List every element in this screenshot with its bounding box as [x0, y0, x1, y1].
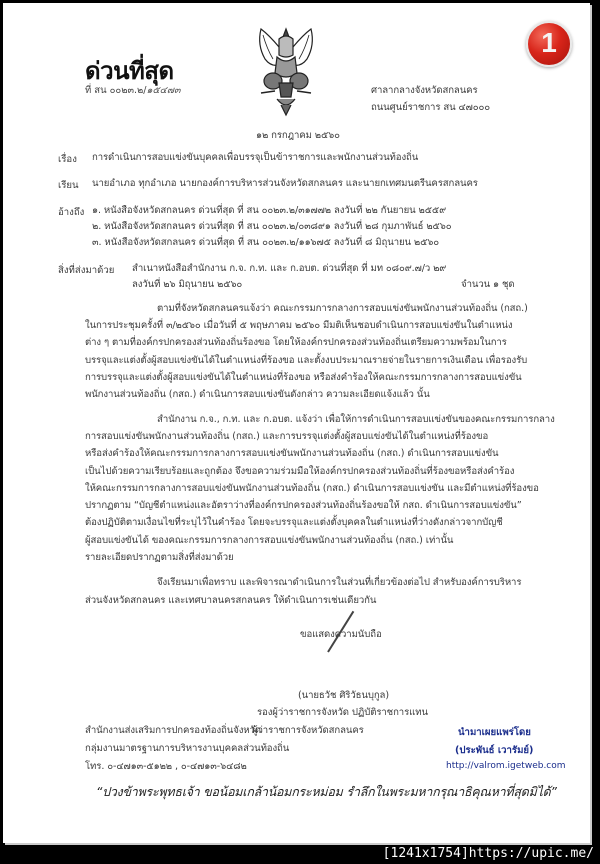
signatory-title: รองผู้ว่าราชการจังหวัด ปฏิบัติราชการแทน — [257, 707, 428, 718]
sender-address: ถนนศูนย์ราชการ สน ๔๗๐๐๐ — [371, 102, 491, 113]
enclosure-count: จำนวน ๑ ชุด — [461, 279, 515, 290]
body-paragraph-2-line: ต้องปฏิบัติตามเงื่อนไขที่ระบุไว้ในคำร้อง โดยจะบรรจุและแต่งตั้งบุคคลในตำแหน่งที่ว่างดังกล่าวจากบัญชี — [85, 517, 503, 528]
body-paragraph-1-line: พนักงานส่วนท้องถิ่น (กสถ.) ดำเนินการสอบแข่งขันดังกล่าว ความละเอียดแจ้งแล้ว นั้น — [85, 389, 430, 400]
image-host-watermark: [1241x1754]https://upic.me/ — [382, 846, 594, 861]
body-paragraph-1-line: ตามที่จังหวัดสกลนครแจ้งว่า คณะกรรมการกลางการสอบแข่งขันพนักงานส่วนท้องถิ่น (กสถ.) — [157, 303, 528, 314]
signatory-title-2: ผู้ว่าราชการจังหวัดสกลนคร — [252, 725, 364, 736]
closing-salutation: ขอแสดงความนับถือ — [300, 629, 382, 640]
reference-item: ๒. หนังสือจังหวัดสกลนคร ด่วนที่สุด ที่ สน ๐๐๒๓.๒/๐๓๘๙๑ ลงวันที่ ๒๘ กุมภาพันธ์ ๒๕๖๐ — [92, 221, 452, 232]
body-paragraph-2-line: รายละเอียดปรากฏตามสิ่งที่ส่งมาด้วย — [85, 552, 234, 563]
body-paragraph-2-line: สำนักงาน ก.จ., ก.ท. และ ก.อบต. แจ้งว่า เพื่อให้การดำเนินการสอบแข่งขันของคณะกรรมการกลาง — [157, 414, 555, 425]
document-number-prefix: ที่ สน ๐๐๒๓.๒/ — [85, 85, 147, 96]
recipient-text: นายอำเภอ ทุกอำเภอ นายกองค์การบริหารส่วนจังหวัดสกลนคร และนายกเทศมนตรีนครสกลนคร — [92, 178, 478, 189]
urgency-heading: ด่วนที่สุด — [85, 56, 174, 85]
body-paragraph-1-line: การบรรจุและแต่งตั้งผู้สอบแข่งขันได้ในตำแหน่งที่ร้องขอ หรือส่งคำร้องให้คณะกรรมการกลางการสอบแข่งขัน — [85, 372, 522, 383]
document-date: ๑๒ กรกฎาคม ๒๕๖๐ — [256, 130, 340, 141]
subject-label: เรื่อง — [58, 154, 77, 165]
body-paragraph-3-line: ส่วนจังหวัดสกลนคร และเทศบาลนครสกลนคร ให้ดำเนินการเช่นเดียวกัน — [85, 595, 377, 606]
reference-item: ๑. หนังสือจังหวัดสกลนคร ด่วนที่สุด ที่ สน ๐๐๒๓.๒/๓๑๗๗๒ ลงวันที่ ๒๒ กันยายน ๒๕๕๙ — [92, 205, 447, 216]
document-number-handwritten: ๑๕๔๗๓ — [146, 85, 181, 96]
body-paragraph-2-line: เป็นไปด้วยความเรียบร้อยและถูกต้อง จึงขอความร่วมมือให้องค์กรปกครองส่วนท้องถิ่นที่ร้องขอหรือส่งคำร้อง — [85, 466, 515, 477]
body-paragraph-2-line: การสอบแข่งขันพนักงานส่วนท้องถิ่น (กสถ.) และการบรรจุแต่งตั้งผู้สอบแข่งขันได้ในตำแหน่งที่ร้องขอ — [85, 431, 489, 442]
references-label: อ้างถึง — [58, 207, 85, 218]
reference-item: ๓. หนังสือจังหวัดสกลนคร ด่วนที่สุด ที่ สน ๐๐๒๓.๒/๑๑๖๗๕ ลงวันที่ ๘ มิถุนายน ๒๕๖๐ — [92, 237, 440, 248]
body-paragraph-1-line: ในการประชุมครั้งที่ ๓/๒๕๖๐ เมื่อวันที่ ๕ พฤษภาคม ๒๕๖๐ มีมติเห็นชอบดำเนินการสอบแข่งขันในตำแหน่ง — [85, 320, 513, 331]
publisher-name: (ประพันธ์ เวารัมย์) — [455, 745, 534, 756]
body-paragraph-2-line: ปรากฏตาม “บัญชีตำแหน่งและอัตราว่างที่องค์กรปกครองส่วนท้องถิ่นร้องขอให้ กสถ. ดำเนินการสอบแข่งขัน” — [85, 500, 522, 511]
body-paragraph-1-line: บรรจุและแต่งตั้งผู้สอบแข่งขันได้ในตำแหน่งที่ร้องขอ และตั้งงบประมาณรายจ่ายในรายการเงินเดือน เพื่อรองรับ — [85, 355, 528, 366]
issuing-office: สำนักงานส่งเสริมการปกครองท้องถิ่นจังหวัด — [85, 725, 261, 736]
issuing-division: กลุ่มงานมาตรฐานการบริหารงานบุคคลส่วนท้องถิ่น — [85, 743, 290, 754]
publisher-label: นำมาเผยแพร่โดย — [458, 727, 531, 738]
body-paragraph-2-line: หรือส่งคำร้องให้คณะกรรมการกลางการสอบแข่งขันพนักงานส่วนท้องถิ่น (กสถ.) ดำเนินการสอบแข่งขัน — [85, 448, 499, 459]
recipient-label: เรียน — [58, 180, 79, 191]
enclosure-line-1: สำเนาหนังสือสำนักงาน ก.จ. ก.ท. และ ก.อบต. ด่วนที่สุด ที่ มท ๐๘๐๙.๗/ว ๒๙ — [132, 263, 447, 274]
document-page — [3, 3, 590, 843]
enclosure-label: สิ่งที่ส่งมาด้วย — [58, 265, 115, 276]
body-paragraph-2-line: ผู้สอบแข่งขันได้ ของคณะกรรมการกลางการสอบแข่งขันพนักงานส่วนท้องถิ่น (กสถ.) เท่านั้น — [85, 535, 454, 546]
publisher-url-link[interactable]: http://valrom.igetweb.com — [446, 761, 566, 771]
contact-phone: โทร. ๐-๔๗๑๓-๕๑๒๒ , ๐-๔๗๑๓-๖๔๘๒ — [85, 761, 247, 772]
royal-motto: “ปวงข้าพระพุทธเจ้า ขอน้อมเกล้าน้อมกระหม่อม รำลึกในพระมหากรุณาธิคุณหาที่สุดมิได้” — [96, 784, 557, 799]
document-number — [85, 83, 181, 98]
garuda-emblem-icon — [251, 25, 321, 117]
channel-badge-icon: 1 — [526, 21, 572, 67]
body-paragraph-2-line: ให้คณะกรรมการกลางการสอบแข่งขันพนักงานส่วนท้องถิ่น (กสถ.) ดำเนินการสอบแข่งขัน และมีตำแหน่งที่ร้องขอ — [85, 483, 539, 494]
enclosure-line-2: ลงวันที่ ๒๖ มิถุนายน ๒๕๖๐ — [132, 279, 243, 290]
body-paragraph-3-line: จึงเรียนมาเพื่อทราบ และพิจารณาดำเนินการในส่วนที่เกี่ยวข้องต่อไป สำหรับองค์การบริหาร — [157, 577, 522, 588]
signatory-name: (นายธวัช ศิริวัธนบุกูล) — [298, 690, 389, 701]
body-paragraph-1-line: ต่าง ๆ ตามที่องค์กรปกครองส่วนท้องถิ่นร้องขอ โดยให้องค์กรปกครองส่วนท้องถิ่นเตรียมความพร้อมในการ — [85, 337, 507, 348]
subject-text: การดำเนินการสอบแข่งขันบุคคลเพื่อบรรจุเป็นข้าราชการและพนักงานส่วนท้องถิ่น — [92, 152, 419, 163]
sender-office: ศาลากลางจังหวัดสกลนคร — [371, 85, 478, 96]
